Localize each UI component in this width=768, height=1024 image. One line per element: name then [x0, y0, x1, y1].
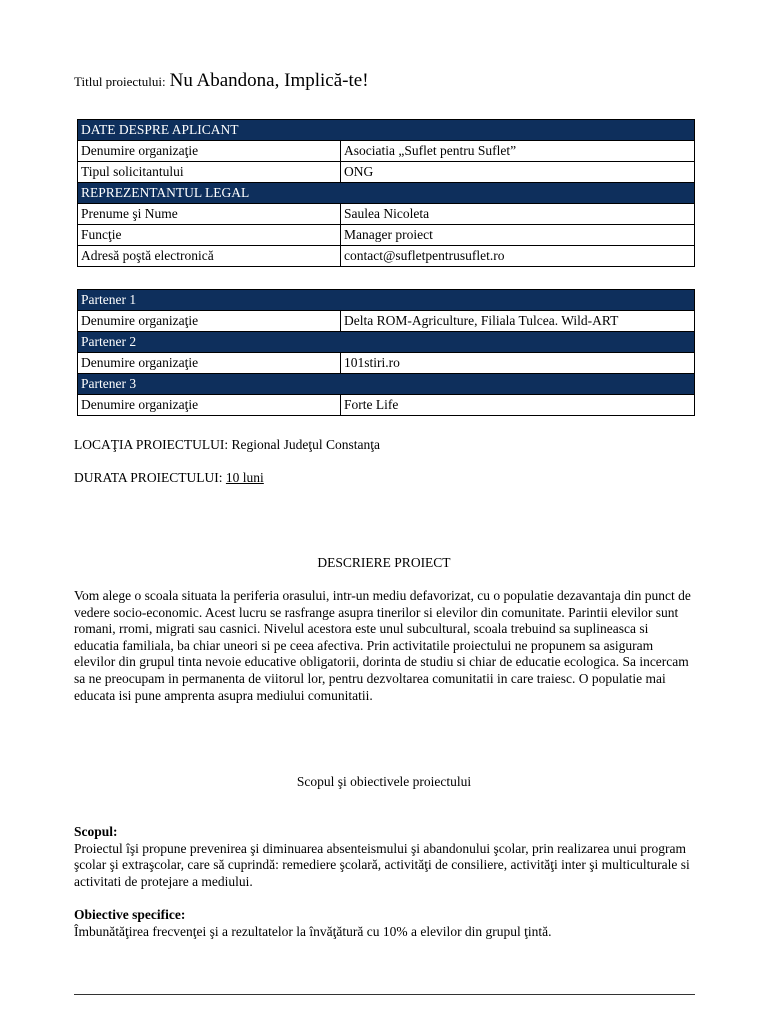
email-label: Adresă poştă electronică: [78, 246, 341, 267]
type-value: ONG: [341, 162, 695, 183]
table-row: [78, 311, 695, 332]
duration-label: DURATA PROIECTULUI:: [74, 470, 223, 485]
location-label: LOCAŢIA PROIECTULUI:: [74, 437, 229, 452]
project-location: [74, 437, 380, 453]
type-label: Tipul solicitantului: [78, 162, 341, 183]
section-header-legal-rep: REPREZENTANTUL LEGAL: [78, 183, 695, 204]
partners-table: [77, 289, 695, 416]
table-row: [78, 395, 695, 416]
location-value: Regional Judeţul Constanţa: [231, 437, 380, 452]
specific-objectives-section: [74, 907, 696, 940]
table-row: [78, 353, 695, 374]
org-value: Asociatia „Suflet pentru Suflet”: [341, 141, 695, 162]
partner-org-value: 101stiri.ro: [341, 353, 695, 374]
table-row: [78, 204, 695, 225]
partner-header: Partener 3: [78, 374, 695, 395]
table-row: [78, 225, 695, 246]
partner-org-label: Denumire organizaţie: [78, 311, 341, 332]
role-label: Funcţie: [78, 225, 341, 246]
project-duration: [74, 470, 264, 486]
partner-header: Partener 2: [78, 332, 695, 353]
section-header-applicant: DATE DESPRE APLICANT: [78, 120, 695, 141]
specific-objectives-label: Obiective specifice:: [74, 907, 186, 922]
project-title-label: Titlul proiectului:: [74, 74, 166, 89]
partner-org-value: Delta ROM-Agriculture, Filiala Tulcea. Wild-ART: [341, 311, 695, 332]
applicant-table: [77, 119, 695, 267]
org-label: Denumire organizaţie: [78, 141, 341, 162]
objectives-heading: Scopul şi obiectivele proiectului: [296, 774, 472, 789]
duration-value: 10 luni: [225, 470, 264, 485]
table-row: [78, 246, 695, 267]
partner-org-label: Denumire organizaţie: [78, 395, 341, 416]
partner-org-value: Forte Life: [341, 395, 695, 416]
partner-header: Partener 1: [78, 290, 695, 311]
scope-label: Scopul:: [74, 824, 118, 839]
page-divider: [74, 994, 695, 995]
table-row: [78, 162, 695, 183]
project-title: [74, 70, 369, 92]
project-title-value: Nu Abandona, Implică-te!: [169, 70, 369, 91]
name-value: Saulea Nicoleta: [341, 204, 695, 225]
partner-org-label: Denumire organizaţie: [78, 353, 341, 374]
table-row: [78, 141, 695, 162]
scope-section: [74, 824, 696, 890]
name-label: Prenume şi Nume: [78, 204, 341, 225]
email-value: contact@sufletpentrusuflet.ro: [341, 246, 695, 267]
role-value: Manager proiect: [341, 225, 695, 246]
description-heading: DESCRIERE PROIECT: [317, 555, 451, 570]
specific-objectives-text: Îmbunătăţirea frecvenţei şi a rezultatelor la învăţătură cu 10% a elevilor din grupul ţintă.: [74, 923, 552, 939]
description-text: Vom alege o scoala situata la periferia orasului, intr-un mediu defavorizat, cu o populatie dezavantaja din punct de vedere socio-economic. Acest lucru se rasfrange asupra tinerilor si elevilor din comunitate. Parintii elevilor sunt romani, rromi, migrati sau casnici. Nivelul acestora este unul subcultural, scoala trebuind sa suplineasca si educatia familiala, ba chiar uneori si pe ceea afectiva. Prin activitatile proiectului ne propunem sa asiguram elevilor din grupul tinta nevoie educative obligatorii, dorinta de studiu si chiar de educatie ecologica. Sa incercam sa ne preocupam in permanenta de viitorul lor, pentru dezvoltarea comunitatii in care traiesc. O populatie mai educata isi pune amprenta asupra mediului comunitatii.: [74, 588, 691, 703]
scope-text: Proiectul îşi propune prevenirea şi diminuarea absenteismului şi abandonului şcolar, prin realizarea unui program şcolar şi extraşcolar, care să cuprindă: remediere şcolară, activităţi de consiliere, activităţi inter şi multiculturale si activitati de protejare a mediului.: [74, 840, 690, 889]
